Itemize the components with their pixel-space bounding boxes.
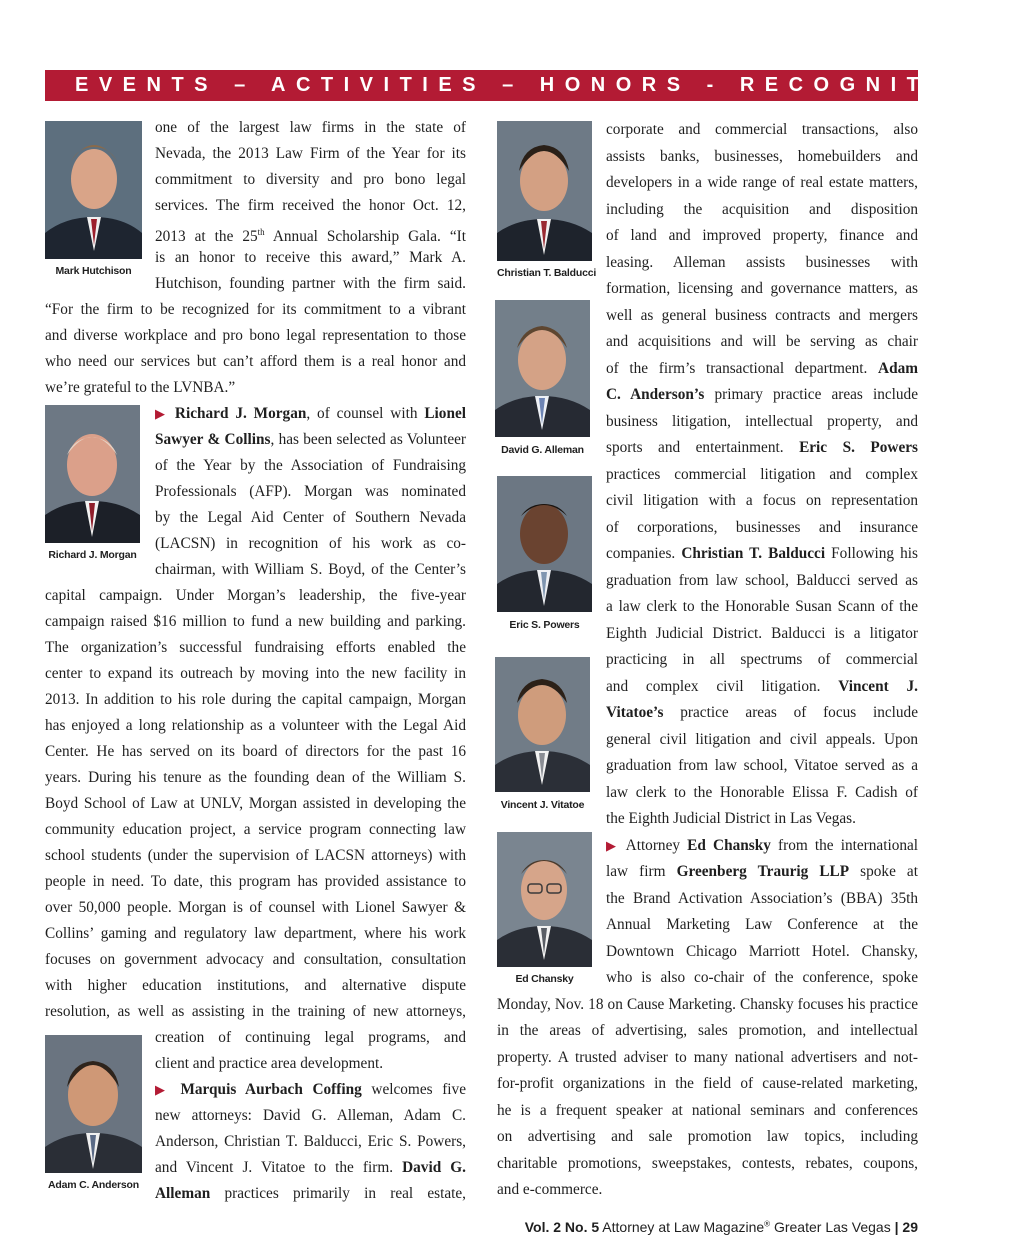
text-line: services. The firm received the honor Oct. 12, <box>155 197 466 214</box>
magazine-name: Attorney at Law Magazine <box>602 1219 765 1235</box>
text-line: commitment to diversity and pro bono legal <box>155 171 466 188</box>
text-line: ▶ Attorney Ed Chansky from the international <box>606 836 919 854</box>
text-line: Boyd School of Law at UNLV, Morgan assisted in developing the <box>45 795 466 812</box>
footer-separator: | <box>894 1219 899 1235</box>
text-line: of land and improved property, finance and <box>606 227 918 244</box>
text-line: on advertising and sale promotion law topics, including <box>497 1128 918 1145</box>
text-line: creation of continuing legal programs, and <box>155 1029 466 1046</box>
text-line: business litigation, intellectual property, and <box>606 412 918 430</box>
headshot-david-alleman <box>495 300 590 437</box>
text-line: with higher education institutions, and alternative dispute <box>45 977 466 994</box>
text-line: years. During his tenure as the founding dean of the William S. <box>45 769 466 786</box>
text-line: of the firm’s transactional department. Adam <box>606 359 918 377</box>
text-line: the Brand Activation Association’s (BBA) 35th <box>606 889 918 907</box>
text-line: people in need. To date, this program has provided assistance to <box>45 873 466 890</box>
text-line: and acquisitions and will be serving as chair <box>606 333 918 350</box>
text-line: Eighth Judicial District. Balducci is a litigator <box>606 624 918 642</box>
text-line: Vitatoe’s practice areas of focus include <box>606 704 918 721</box>
caption-vincent-vitatoe: Vincent J. Vitatoe <box>500 799 585 811</box>
text-line: client and practice area development. <box>155 1055 384 1072</box>
text-line: one of the largest law firms in the state of <box>155 119 466 136</box>
text-line: focuses on government advocacy and consultation, consultation <box>45 951 466 968</box>
text-line: charitable promotions, sweepstakes, contests, rebates, coupons, <box>497 1154 918 1172</box>
text-line: the Eighth Judicial District in Las Vegas. <box>606 810 856 827</box>
text-line: Professionals (AFP). Morgan was nominated <box>155 483 466 500</box>
caption-david-alleman: David G. Alleman <box>501 444 584 456</box>
caption-mark-hutchison: Mark Hutchison <box>55 265 132 277</box>
headshot-christian-balducci <box>497 121 592 261</box>
text-line: assists banks, businesses, homebuilders and <box>606 147 918 165</box>
text-line: well as general business contracts and mergers <box>606 306 918 324</box>
text-line: is an honor to receive this award,” Mark A. <box>155 249 466 266</box>
text-line: C. Anderson’s primary practice areas include <box>606 386 918 403</box>
region-label: Greater Las Vegas <box>773 1219 891 1235</box>
headshot-adam-anderson <box>45 1035 142 1173</box>
page-number: 29 <box>902 1219 918 1235</box>
text-line: chairman, with William S. Boyd, of the Center’s <box>155 561 466 578</box>
text-line: who is also co-chair of the conference, spoke <box>606 969 918 986</box>
text-line: general civil litigation and civil appeals. Upon <box>606 730 918 748</box>
text-line: property. A trusted adviser to many national advertisers and not- <box>497 1048 918 1066</box>
text-line: resolution, as well as assisting in the training of new attorneys, <box>45 1003 466 1020</box>
text-line: developers in a wide range of real estate matters, <box>606 174 918 191</box>
text-line: Alleman practices primarily in real estate, <box>155 1185 466 1202</box>
headshot-ed-chansky <box>497 832 592 967</box>
text-line: Nevada, the 2013 Law Firm of the Year for its <box>155 145 466 162</box>
text-line: Monday, Nov. 18 on Cause Marketing. Chansky focuses his practice <box>497 995 918 1013</box>
caption-adam-anderson: Adam C. Anderson <box>48 1179 139 1191</box>
text-line: new attorneys: David G. Alleman, Adam C. <box>155 1107 466 1124</box>
text-line: 2013. In addition to his role during the capital campaign, Morgan <box>45 691 466 708</box>
text-line: Annual Marketing Law Conference at the <box>606 916 918 933</box>
text-line: law clerk to the Honorable Elissa F. Cadish of <box>606 783 918 801</box>
text-line: has enjoyed a long relationship as a volunteer with the Legal Aid <box>45 717 466 734</box>
text-line: 2013 at the 25th Annual Scholarship Gala. “It <box>155 227 467 246</box>
text-line: “For the firm to be recognized for its commitment to a vibrant <box>45 301 466 318</box>
text-line: campaign raised $16 million to fund a new building and parking. <box>45 613 466 630</box>
text-line: practices commercial litigation and complex <box>606 465 918 483</box>
text-line: and complex civil litigation. Vincent J. <box>606 677 918 695</box>
caption-richard-morgan: Richard J. Morgan <box>48 549 137 561</box>
text-line: Collins’ gaming and regulatory law department, where his work <box>45 925 466 942</box>
text-line: Downtown Chicago Marriott Hotel. Chansky, <box>606 942 918 960</box>
text-line: and e-commerce. <box>497 1181 603 1198</box>
text-line: law firm Greenberg Traurig LLP spoke at <box>606 863 918 880</box>
text-line: ▶ Marquis Aurbach Coffing welcomes five <box>155 1081 466 1098</box>
text-line: formation, licensing and governance matters, as <box>606 280 918 297</box>
text-line: including the acquisition and disposition <box>606 200 918 218</box>
caption-ed-chansky: Ed Chansky <box>515 973 574 985</box>
text-line: leasing. Alleman assists businesses with <box>606 253 918 271</box>
text-line: (LACSN) in recognition of his work as co- <box>155 535 466 552</box>
bullet-arrow-icon: ▶ <box>155 1082 171 1097</box>
text-line: in the areas of advertising, sales promotion, and intellectual <box>497 1022 918 1039</box>
caption-eric-powers: Eric S. Powers <box>509 619 580 631</box>
text-line: who need our services but can’t afford them is a real honor and <box>45 353 466 370</box>
headshot-eric-powers <box>497 476 592 612</box>
text-line: civil litigation with a focus on representation <box>606 492 918 509</box>
text-line: Anderson, Christian T. Balducci, Eric S. Powers, <box>155 1133 466 1150</box>
text-line: practicing in all spectrums of commercial <box>606 651 918 668</box>
text-line: for-profit organizations in the field of cause-related marketing, <box>497 1075 918 1092</box>
text-line: and diverse workplace and pro bono legal representation to those <box>45 327 466 344</box>
volume-label: Vol. 2 No. 5 <box>524 1219 600 1235</box>
text-line: capital campaign. Under Morgan’s leadership, the five-year <box>45 587 466 604</box>
text-line: Sawyer & Collins, has been selected as Volunteer <box>155 431 467 448</box>
headshot-vincent-vitatoe <box>495 657 590 792</box>
text-line: The organization’s successful fundraising efforts enabled the <box>45 639 466 656</box>
headshot-mark-hutchison <box>45 121 142 259</box>
text-line: companies. Christian T. Balducci Following his <box>606 545 918 562</box>
registered-mark: ® <box>764 1219 771 1229</box>
text-line: community education project, a service program connecting law <box>45 821 466 838</box>
text-line: by the Legal Aid Center of Southern Nevada <box>155 509 466 526</box>
caption-christian-balducci: Christian T. Balducci <box>497 267 597 279</box>
text-line: sports and entertainment. Eric S. Powers <box>606 439 918 456</box>
text-line: he is a frequent speaker at national seminars and conferences <box>497 1101 918 1119</box>
text-line: corporate and commercial transactions, also <box>606 121 918 138</box>
text-line: graduation from law school, Balducci served as <box>606 571 918 589</box>
text-line: graduation from law school, Vitatoe served as a <box>606 757 918 774</box>
text-line: of the Year by the Association of Fundraising <box>155 457 466 474</box>
text-line: a law clerk to the Honorable Susan Scann of the <box>606 598 918 615</box>
text-line: and Vincent J. Vitatoe to the firm. David G. <box>155 1159 466 1176</box>
bullet-arrow-icon: ▶ <box>155 406 169 421</box>
text-line: school students (under the supervision of LACSN attorneys) with <box>45 847 466 864</box>
page-footer <box>525 1219 918 1235</box>
text-line: Hutchison, founding partner with the firm said. <box>155 275 466 292</box>
text-line: over 50,000 people. Morgan is of counsel with Lionel Sawyer & <box>45 899 466 916</box>
text-line: of corporations, businesses and insurance <box>606 518 918 536</box>
text-line: we’re grateful to the LVNBA.” <box>45 379 236 396</box>
text-line: Center. He has served on its board of directors for the past 16 <box>45 743 466 760</box>
bullet-arrow-icon: ▶ <box>606 837 620 853</box>
headshot-richard-morgan <box>45 405 140 543</box>
text-line: center to expand its outreach by moving into the new facility in <box>45 665 466 682</box>
text-line: ▶ Richard J. Morgan, of counsel with Lionel <box>155 405 466 422</box>
section-banner: EVENTS – ACTIVITIES – HONORS - RECOGNITIONS <box>45 70 918 101</box>
